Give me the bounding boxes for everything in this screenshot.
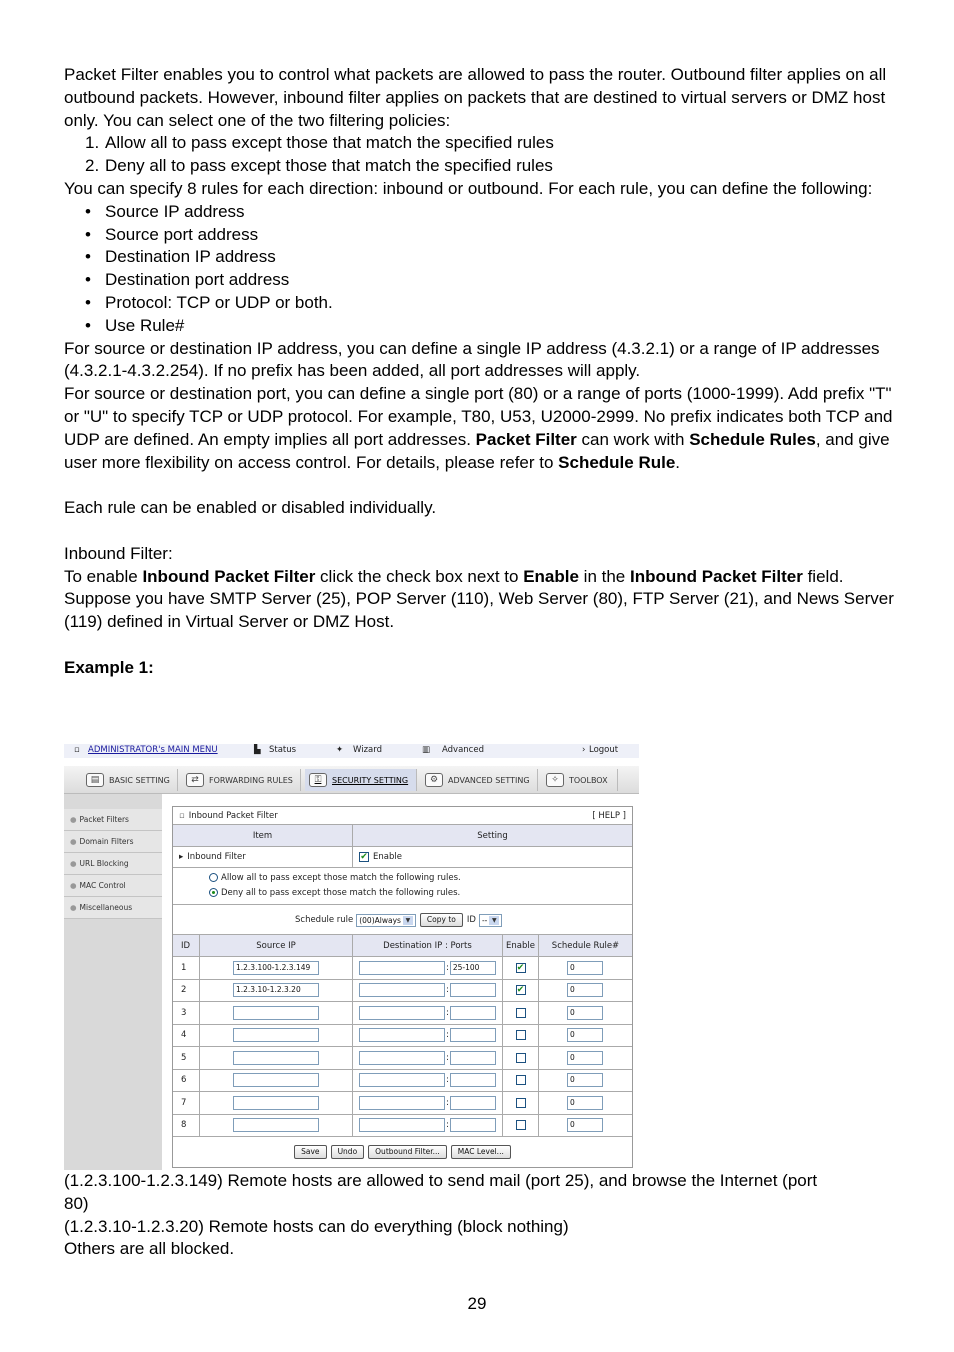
- sidebar-item-domain-filters[interactable]: ● Domain Filters: [64, 831, 162, 853]
- security-icon: ⚿: [309, 773, 327, 787]
- schedule-rule-input[interactable]: 0: [567, 1051, 603, 1065]
- logout-arrow-icon: ›: [582, 745, 586, 755]
- inbound-paragraph: To enable Inbound Packet Filter click the check box next to Enable in the Inbound Packet Filter field.: [64, 566, 844, 586]
- destination-cell: :: [353, 1047, 503, 1069]
- table-row: [173, 1070, 632, 1093]
- allow-radio-option[interactable]: Allow all to pass except those match the following rules.: [209, 873, 461, 883]
- tab-advanced-setting[interactable]: ⚙ ADVANCED SETTING: [421, 769, 538, 791]
- rules-paragraph: You can specify 8 rules for each direction: inbound or outbound. For each rule, you can define the following:: [64, 178, 873, 198]
- allow-radio[interactable]: [209, 873, 218, 882]
- wizard-icon: ✦: [336, 745, 344, 755]
- port-paragraph: For source or destination port, you can define a single port (80) or a range of ports (1000-1999). Add prefix "T" or "U" to specify TCP or UDP protocol. For example, T80, U53, U2000-2999. No prefix indicates both TCP and UDP are defined. An empty implies all port addresses. Packet Filter can work with Schedule Rules, and give user more flexibility on access control. For details, please refer to Schedule Rule.: [64, 384, 893, 472]
- chevron-down-icon: ▼: [489, 916, 499, 925]
- schedule-cell: [539, 1002, 632, 1024]
- destination-ip-input[interactable]: [359, 1028, 445, 1042]
- panel-title-row: [173, 807, 632, 825]
- list-item: 1. Allow all to pass except those that match the specified rules: [85, 133, 554, 153]
- rule-enable-checkbox[interactable]: [516, 1030, 526, 1040]
- schedule-rule-input[interactable]: 0: [567, 1028, 603, 1042]
- rule-id: 6: [173, 1070, 200, 1092]
- destination-ip-input[interactable]: [359, 1096, 445, 1110]
- schedule-cell: [539, 1115, 632, 1137]
- schedule-rule-input[interactable]: 0: [567, 1073, 603, 1087]
- mac-level-button[interactable]: MAC Level...: [451, 1145, 511, 1159]
- example-label: Example 1:: [64, 657, 154, 677]
- table-row: [173, 1092, 632, 1115]
- sidebar: [64, 794, 162, 1170]
- rule-enable-checkbox[interactable]: [516, 1120, 526, 1130]
- page-number: 29: [467, 1294, 487, 1313]
- enable-cell: [503, 980, 539, 1002]
- schedule-rule-input[interactable]: 0: [567, 983, 603, 997]
- rule-id: 5: [173, 1047, 200, 1069]
- setting-header: Setting: [477, 830, 508, 841]
- destination-cell: :: [353, 1025, 503, 1047]
- rule-enable-checkbox[interactable]: [516, 1008, 526, 1018]
- policy-radio-row: [173, 868, 632, 905]
- source-ip-cell: [200, 1002, 353, 1024]
- schedule-rule-input[interactable]: 0: [567, 961, 603, 975]
- source-ip-cell: [200, 1092, 353, 1114]
- inbound-heading: Inbound Filter:: [64, 543, 173, 563]
- list-item: • Source port address: [85, 224, 259, 244]
- policy-list: [64, 132, 894, 178]
- source-ip-cell: [200, 980, 353, 1002]
- source-ip-input[interactable]: [233, 1073, 319, 1087]
- undo-button[interactable]: Undo: [331, 1145, 365, 1159]
- table-row: [173, 957, 632, 980]
- explanation-line: (1.2.3.10-1.2.3.20) Remote hosts can do everything (block nothing): [64, 1216, 569, 1236]
- list-item: • Destination IP address: [85, 247, 276, 267]
- list-item: • Source IP address: [85, 201, 245, 221]
- rule-enable-checkbox[interactable]: ✔: [516, 985, 525, 996]
- destination-ip-input[interactable]: [359, 983, 445, 997]
- forwarding-icon: ⇄: [186, 773, 204, 787]
- schedule-cell: [539, 1025, 632, 1047]
- schedule-row: [173, 905, 632, 935]
- help-link[interactable]: [ HELP ]: [592, 810, 626, 821]
- panel-title: ▫ Inbound Packet Filter: [179, 810, 278, 821]
- enable-cell: [503, 1047, 539, 1069]
- schedule-rule-label: Schedule rule: [295, 915, 354, 925]
- menu-icon: ▫: [74, 745, 80, 755]
- schedule-cell: [539, 1092, 632, 1114]
- status-link[interactable]: Status: [269, 745, 297, 755]
- rule-enable-checkbox[interactable]: [516, 1075, 526, 1085]
- destination-ip-input[interactable]: [359, 1051, 445, 1065]
- advanced-link[interactable]: Advanced: [442, 745, 484, 755]
- inbound-filter-row: [173, 847, 632, 868]
- sidebar-item-mac-control[interactable]: ● MAC Control: [64, 875, 162, 897]
- rule-id: 7: [173, 1092, 200, 1114]
- enable-checkbox-cell: [353, 847, 632, 867]
- source-ip-cell: [200, 957, 353, 979]
- basic-setting-icon: ▤: [86, 773, 104, 787]
- source-ip-cell: [200, 1115, 353, 1137]
- id-select[interactable]: -- ▼: [479, 914, 502, 927]
- rule-id: 1: [173, 957, 200, 979]
- list-item: • Use Rule#: [85, 315, 185, 335]
- rule-enable-checkbox[interactable]: [516, 1098, 526, 1108]
- destination-port-input[interactable]: [450, 1028, 496, 1042]
- destination-cell: :: [353, 980, 503, 1002]
- enable-cell: [503, 1025, 539, 1047]
- table-row: [173, 1115, 632, 1138]
- chevron-down-icon: ▼: [403, 916, 413, 925]
- enable-cell: [503, 1092, 539, 1114]
- schedule-col-header: Schedule Rule#: [551, 940, 620, 951]
- admin-menu-link[interactable]: ADMINISTRATOR's MAIN MENU: [88, 745, 218, 755]
- toolbox-icon: ✧: [546, 773, 564, 787]
- explanation-line: Others are all blocked.: [64, 1239, 235, 1259]
- advanced-icon: ▥: [422, 745, 431, 755]
- schedule-cell: [539, 1047, 632, 1069]
- deny-radio[interactable]: [209, 888, 218, 897]
- rules-header: [173, 935, 632, 957]
- source-ip-header: Source IP: [200, 935, 353, 956]
- destination-port-input[interactable]: [450, 1006, 496, 1020]
- rule-id: 3: [173, 1002, 200, 1024]
- logout-link[interactable]: Logout: [589, 745, 619, 755]
- source-ip-input[interactable]: [233, 1096, 319, 1110]
- source-ip-cell: [200, 1070, 353, 1092]
- enable-cell: [503, 1002, 539, 1024]
- destination-cell: :: [353, 1002, 503, 1024]
- source-ip-input[interactable]: [233, 1051, 319, 1065]
- schedule-controls: [295, 913, 502, 927]
- intro-paragraph: Packet Filter enables you to control what packets are allowed to pass the router. Outbound filter applies on all outbound packets. However, inbound filter applies on packets that are destined to virtual servers or DMZ host only. You can select one of the two filtering policies:: [64, 65, 887, 130]
- enable-label: Enable: [373, 852, 402, 862]
- explanation: [64, 1170, 894, 1261]
- source-ip-input[interactable]: [233, 1028, 319, 1042]
- source-ip-cell: [200, 1047, 353, 1069]
- schedule-cell: [539, 1070, 632, 1092]
- status-icon: ▙: [254, 745, 261, 755]
- table-row: [173, 980, 632, 1003]
- deny-radio-option[interactable]: Deny all to pass except those match the following rules.: [209, 888, 460, 898]
- destination-port-input[interactable]: [450, 1051, 496, 1065]
- enable-paragraph: Each rule can be enabled or disabled individually.: [64, 498, 437, 518]
- destination-cell: :: [353, 1092, 503, 1114]
- source-ip-input[interactable]: [233, 1006, 319, 1020]
- save-button[interactable]: Save: [294, 1145, 326, 1159]
- wizard-link[interactable]: Wizard: [353, 745, 382, 755]
- destination-ip-input[interactable]: [359, 1118, 445, 1132]
- enable-cell: [503, 1115, 539, 1137]
- destination-ip-input[interactable]: [359, 1073, 445, 1087]
- source-ip-cell: [200, 1025, 353, 1047]
- ip-paragraph: For source or destination IP address, you can define a single IP address (4.3.2.1) or a range of IP addresses (4.3.2.1-4.3.2.254). If no prefix has been added, all port addresses will apply.: [64, 338, 880, 381]
- enable-cell: [503, 957, 539, 979]
- top-menu-bar: [64, 744, 639, 758]
- main-tabs: [64, 766, 639, 794]
- table-row: [173, 1025, 632, 1048]
- destination-port-input[interactable]: [450, 983, 496, 997]
- advanced-setting-icon: ⚙: [425, 773, 443, 787]
- copy-to-button[interactable]: Copy to: [420, 913, 463, 927]
- source-ip-input[interactable]: [233, 1118, 319, 1132]
- schedule-rule-input[interactable]: 0: [567, 1096, 603, 1110]
- destination-cell: :: [353, 1070, 503, 1092]
- servers-paragraph: Suppose you have SMTP Server (25), POP Server (110), Web Server (80), FTP Server (21), and News Server (119) defined in Virtual Server or DMZ Host.: [64, 589, 894, 632]
- router-ui-screenshot: [64, 744, 639, 1170]
- destination-port-input[interactable]: [450, 1073, 496, 1087]
- document-body: [64, 64, 894, 680]
- sidebar-item-packet-filters[interactable]: ● Packet Filters: [64, 809, 162, 831]
- outbound-filter-button[interactable]: Outbound Filter...: [368, 1145, 447, 1159]
- destination-cell: :: [353, 1115, 503, 1137]
- destination-port-input[interactable]: [450, 1096, 496, 1110]
- item-setting-header: [173, 825, 632, 847]
- source-ip-input[interactable]: 1.2.3.100-1.2.3.149: [233, 961, 319, 975]
- tab-forwarding-rules[interactable]: ⇄ FORWARDING RULES: [182, 769, 301, 791]
- explanation-line: (1.2.3.100-1.2.3.149) Remote hosts are allowed to send mail (port 25), and browse the Internet (port 80): [64, 1171, 818, 1213]
- rule-enable-checkbox[interactable]: ✔: [516, 962, 525, 973]
- id-label: ID: [466, 915, 476, 925]
- rule-fields-list: [64, 201, 894, 338]
- enable-col-header: Enable: [503, 935, 539, 956]
- enable-checkbox[interactable]: ✔: [360, 852, 368, 862]
- rule-id: 8: [173, 1115, 200, 1137]
- enable-cell: [503, 1070, 539, 1092]
- item-header: Item: [173, 825, 353, 846]
- table-row: [173, 1047, 632, 1070]
- destination-cell: : 25-100: [353, 957, 503, 979]
- tab-toolbox[interactable]: ✧ TOOLBOX: [542, 769, 618, 791]
- destination-ip-input[interactable]: [359, 1006, 445, 1020]
- destination-port-input[interactable]: [450, 1118, 496, 1132]
- list-item: • Protocol: TCP or UDP or both.: [85, 292, 333, 312]
- source-ip-input[interactable]: 1.2.3.10-1.2.3.20: [233, 983, 319, 997]
- inbound-filter-panel: [172, 806, 633, 1168]
- table-row: [173, 1002, 632, 1025]
- rule-id: 2: [173, 980, 200, 1002]
- destination-ip-input[interactable]: [359, 961, 445, 975]
- list-item: • Destination port address: [85, 270, 290, 290]
- tab-basic-setting[interactable]: ▤ BASIC SETTING: [82, 769, 178, 791]
- destination-port-input[interactable]: 25-100: [450, 961, 496, 975]
- schedule-select[interactable]: (00)Always ▼: [356, 914, 416, 927]
- schedule-cell: [539, 980, 632, 1002]
- rule-id: 4: [173, 1025, 200, 1047]
- button-bar: [173, 1137, 632, 1167]
- list-item: 2. Deny all to pass except those that match the specified rules: [85, 156, 553, 176]
- tab-security-setting[interactable]: ⚿ SECURITY SETTING: [305, 769, 417, 791]
- schedule-rule-input[interactable]: 0: [567, 1118, 603, 1132]
- sidebar-item-miscellaneous[interactable]: ● Miscellaneous: [64, 897, 162, 919]
- inbound-filter-label: ▸ Inbound Filter: [173, 847, 353, 867]
- schedule-rule-input[interactable]: 0: [567, 1006, 603, 1020]
- destination-header: Destination IP : Ports: [353, 935, 503, 956]
- id-col-header: ID: [173, 935, 200, 956]
- rule-enable-checkbox[interactable]: [516, 1053, 526, 1063]
- sidebar-item-url-blocking[interactable]: ● URL Blocking: [64, 853, 162, 875]
- schedule-cell: [539, 957, 632, 979]
